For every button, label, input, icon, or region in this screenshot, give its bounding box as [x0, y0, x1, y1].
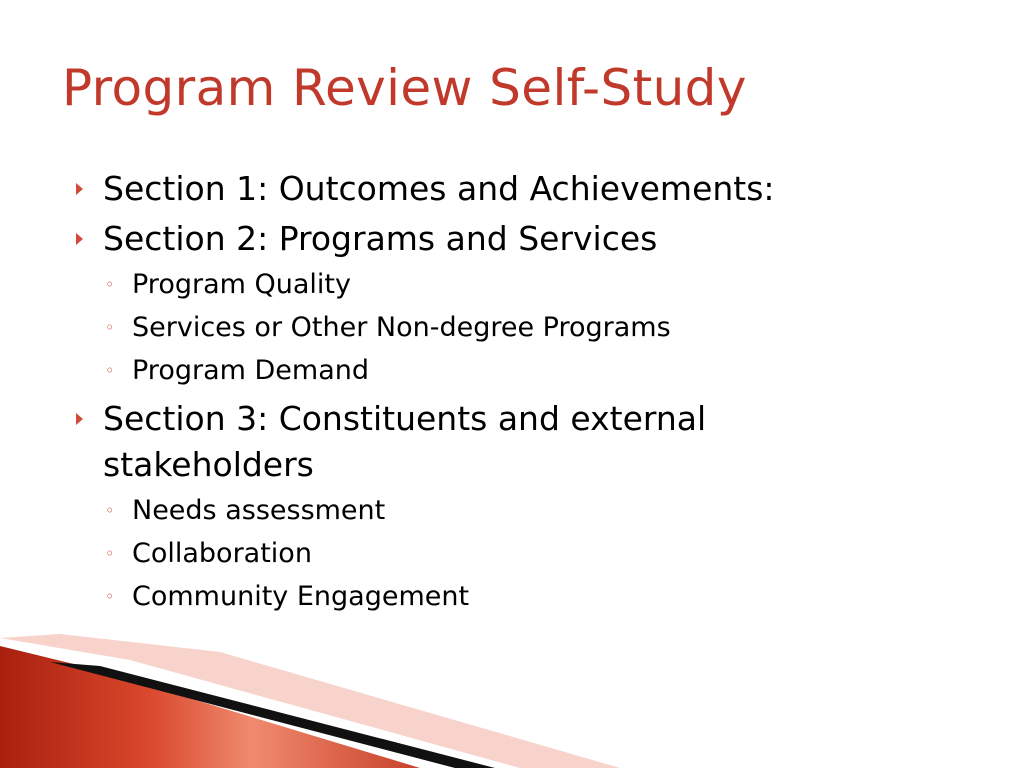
sub-item [103, 532, 874, 575]
sub-item [103, 263, 874, 306]
sub-item-label: Needs assessment [132, 495, 386, 526]
sub-item-label: Program Demand [132, 355, 370, 386]
circle-bullet-icon: ◦ [105, 587, 115, 606]
section-item [0, 216, 1024, 392]
circle-bullet-icon: ◦ [105, 275, 115, 294]
sub-item [103, 489, 874, 532]
arrow-bullet-icon [76, 183, 83, 195]
arrow-bullet-icon [76, 233, 83, 245]
arrow-bullet-icon [76, 413, 83, 425]
section-label: Section 3: Constituents and external stakeholders [103, 399, 707, 484]
sub-item-label: Community Engagement [132, 581, 470, 612]
sub-item-label: Program Quality [132, 269, 351, 300]
circle-bullet-icon: ◦ [105, 501, 115, 520]
section-label: Section 1: Outcomes and Achievements: [103, 169, 775, 208]
bullet-list [0, 166, 1024, 622]
sub-item [103, 349, 874, 392]
section-item [0, 166, 1024, 212]
decorative-swoosh [0, 600, 1024, 768]
circle-bullet-icon: ◦ [105, 544, 115, 563]
sub-item-label: Collaboration [132, 538, 312, 569]
section-item [0, 396, 1024, 618]
sub-item [103, 306, 874, 349]
sub-bullet-list [103, 489, 874, 618]
circle-bullet-icon: ◦ [105, 361, 115, 380]
sub-item-label: Services or Other Non-degree Programs [132, 312, 671, 343]
sub-bullet-list [103, 263, 874, 392]
slide-title: Program Review Self-Study [62, 59, 747, 117]
section-label: Section 2: Programs and Services [103, 219, 658, 258]
circle-bullet-icon: ◦ [105, 318, 115, 337]
